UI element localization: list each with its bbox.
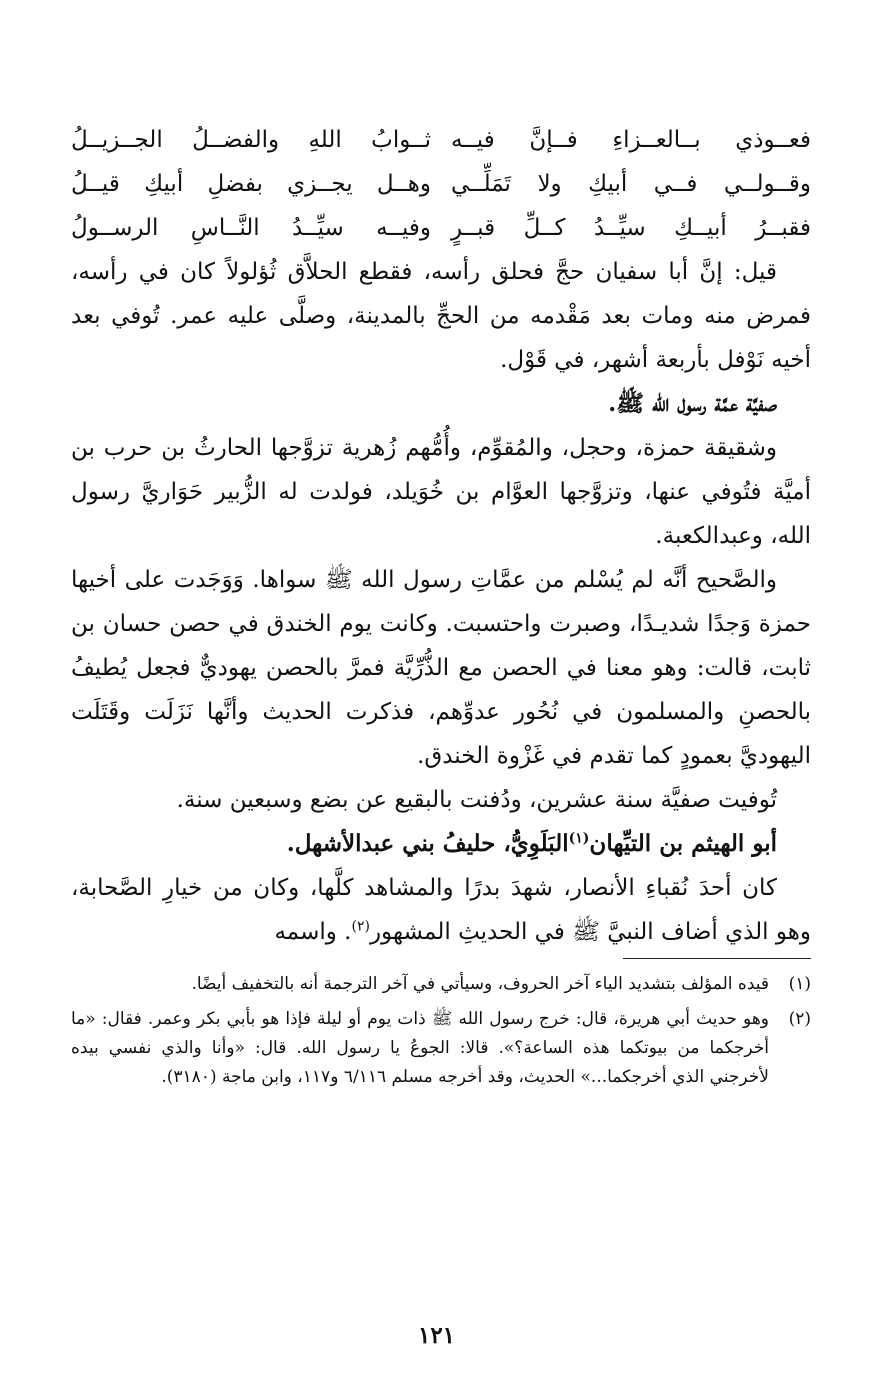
section-heading-abu-al-haytham [71,822,811,866]
paragraph-text-continued: . واسمه [274,919,352,945]
page-number: ١٢١ [417,1322,456,1349]
paragraph-text: كان أحدَ نُقباءِ الأنصار، شهدَ بدرًا والمشاهد كلَّها، وكان من خيارِ الصَّحابة، وهو الذي أضاف النبيَّ ﷺ في الحديثِ المشهور [71,875,811,945]
footnote-marker: (١) [568,830,590,847]
verse-second-hemistich: وهــل يجــزي بفضلِ أبيكِ قيــلُ [71,171,431,197]
poem-verse-3 [71,206,811,250]
heading-text-continued: البَلَوِيُّ، حليفُ بني عبدالأشهل. [286,830,569,857]
footnotes [71,970,811,1098]
paragraph-abu-al-haytham [71,866,811,954]
verse-first-hemistich: فعــوذي بــالعــزاءِ فــإنَّ فيــه [451,127,811,153]
paragraph-abu-sufyan-death: قيل: إنَّ أبا سفيان حجَّ فحلق رأسه، فقطع الحلاَّق ثُؤلولاً كان في رأسه، فمرض منه ومات بعد مَقْدمه من الحجِّ بالمدينة، وصلَّى عليه عمر. تُوفي بعد أخيه نَوْفل بأربعة أشهر، في قَوْل. [71,259,811,373]
heading-text: أبو الهيثم بن التيِّهان [589,830,777,857]
paragraph-safiyya-khandaq: والصَّحيح أنَّه لم يُسْلم من عمَّاتِ رسول الله ﷺ سواها. وَوَجَدت على أخيها حمزة وَجدًا شديـدًا، وصبرت واحتسبت. وكانت يوم الخندق في حصن حسان بن ثابت، قالت: وهو معنا في الحصن مع الذُّرِّيَّة فمرَّ بالحصن يهوديٌّ فجعل يُطيفُ بالحصنِ والمسلمون في نُحُور عدوِّهم، فذكرت الحديث وأنَّها نَزَلَت وقَتَلَت اليهوديَّ بعمودٍ كما تقدم في غَزْوة الخندق. [71,567,811,769]
paragraph-safiyya-death: تُوفيت صفيَّة سنة عشرين، ودُفنت بالبقيع عن بضع وسبعين سنة. [176,787,777,813]
footnote-2 [71,1005,811,1092]
paragraph-safiyya-lineage: وشقيقة حمزة، وحجل، والمُقوِّم، وأُمُّهم زُهرية تزوَّجها الحارثُ بن حرب بن أميَّة فتُوفي عنها، وتزوَّجها العوَّام بن خُوَيلد، فولدت له الزُّبير حَوَاريَّ رسول الله، وعبدالكعبة. [71,435,811,549]
verse-first-hemistich: وقــولــي فــي أبيكِ ولا تَمَلِّــي [451,171,811,197]
verse-second-hemistich: وفيــه سيِّــدُ النَّــاسِ الرســولُ [71,215,431,241]
footnote-number: (١) [788,974,811,994]
footnote-number: (٢) [788,1009,811,1029]
footnote-separator [623,958,811,959]
main-text [71,118,811,954]
verse-first-hemistich: فقبــرُ أبيــكِ سيِّــدُ كــلِّ قبــرٍ [451,215,811,241]
poem-verse-2 [71,162,811,206]
footnote-text: قيده المؤلف بتشديد الياء آخر الحروف، وسيأتي في آخر الترجمة أنه بالتخفيف أيضًا. [191,974,769,994]
footnote-text: وهو حديث أبي هريرة، قال: خرج رسول الله ﷺ ذات يوم أو ليلة فإذا هو بأبي بكر وعمر. فقال: «ما أخرجكما من بيوتكما هذه الساعة؟». قالا: الجوعُ يا رسول الله. قال: «وأنا والذي نفسي بيده لأخرجني الذي أخرجكما...» الحديث، وقد أخرجه مسلم ٦/١١٦ و١١٧، وابن ماجة (٣١٨٠). [71,1009,769,1087]
verse-second-hemistich: ثــوابُ اللهِ والفضــلُ الجــزيــلُ [71,127,431,153]
footnote-marker: (٢) [351,918,370,935]
section-heading-safiyya: صفيَّة عمَّة رسول الله ﷺ. [608,390,777,417]
footnote-1 [71,970,811,999]
poem-verse-1 [71,118,811,162]
